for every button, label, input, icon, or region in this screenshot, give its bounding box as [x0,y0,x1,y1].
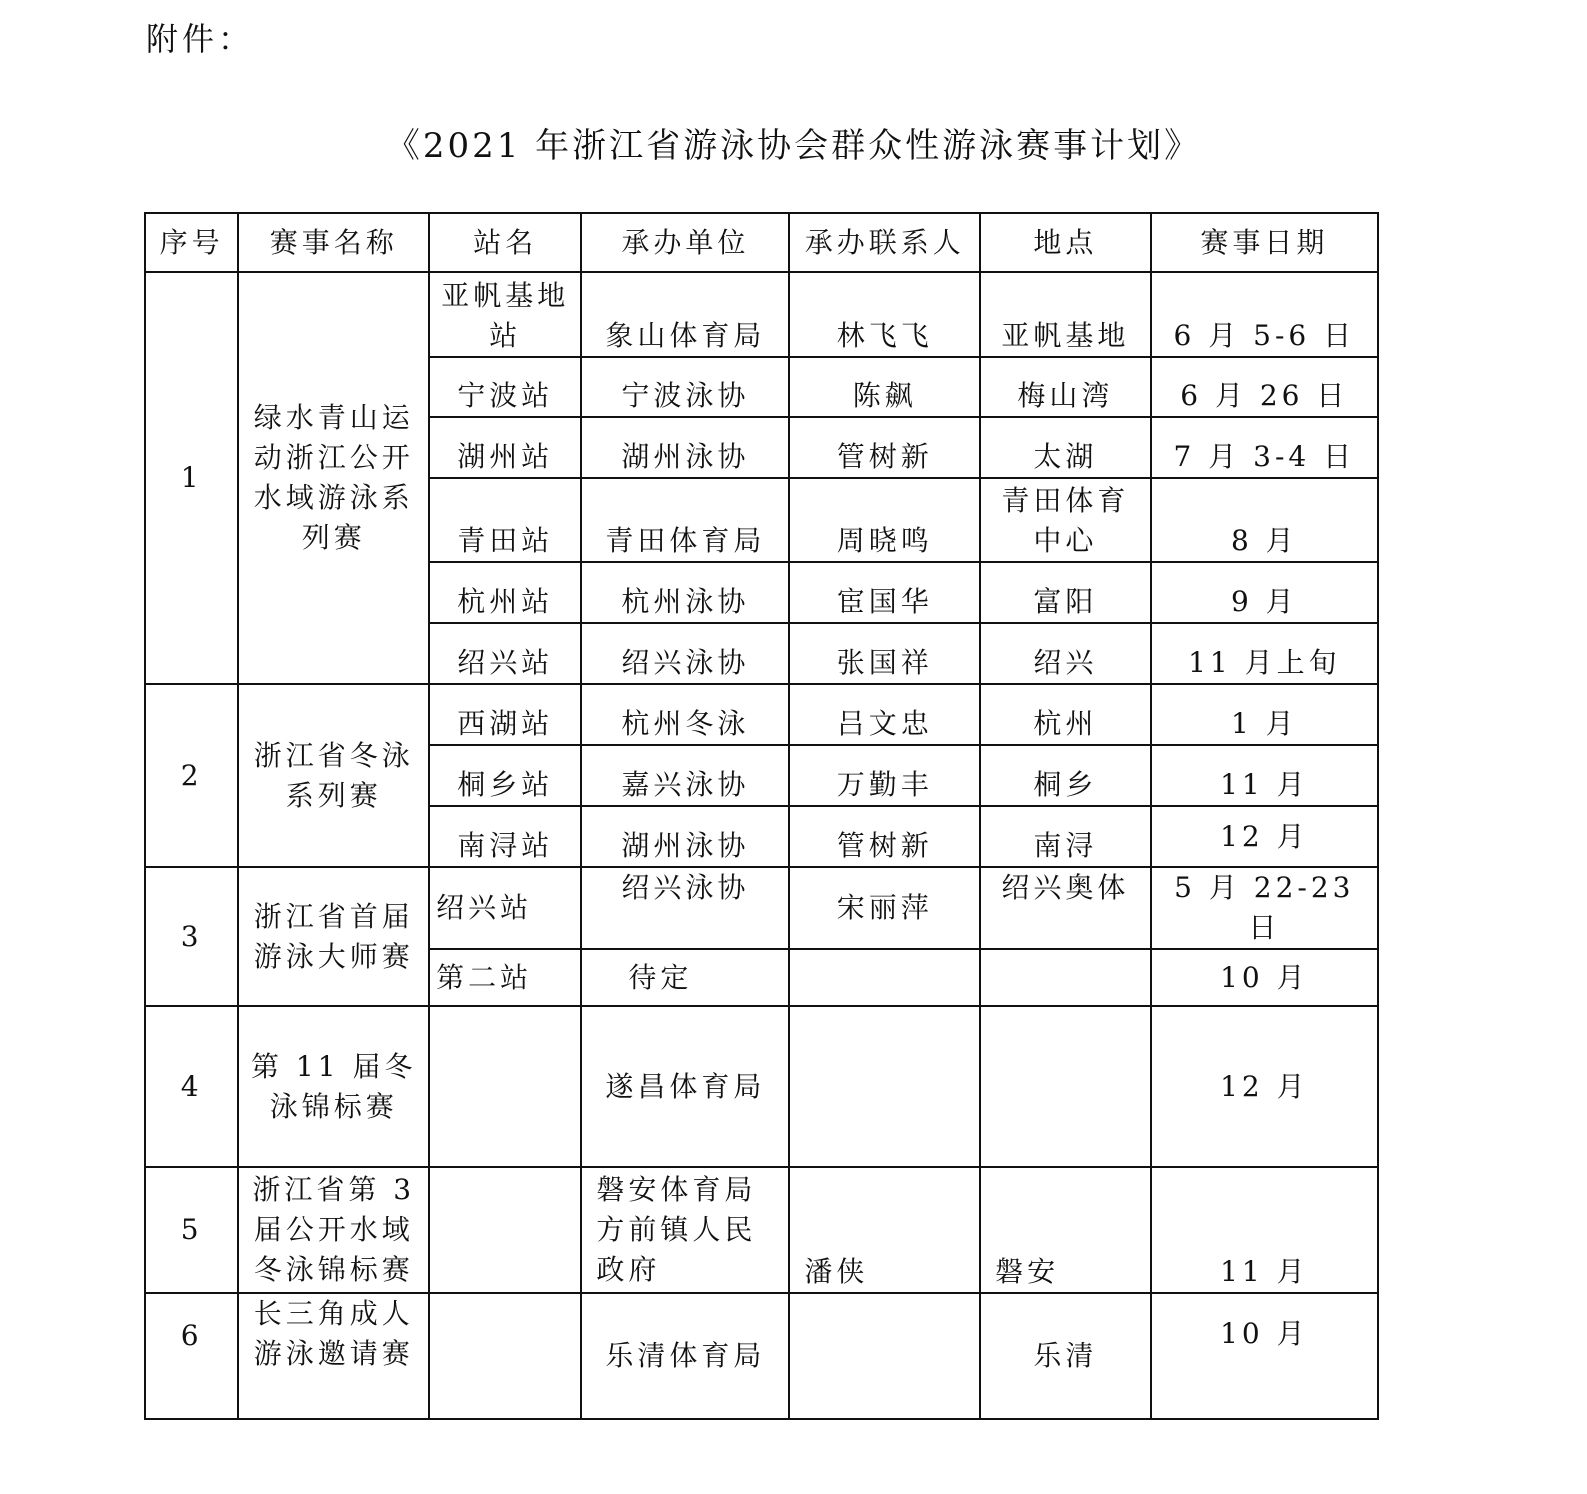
station-cell: 西湖站 [429,684,581,745]
location-cell: 富阳 [980,562,1150,623]
event-name: 浙江省冬泳系列赛 [238,684,429,867]
organizer-cell: 湖州泳协 [581,417,789,478]
event-name: 浙江省首届游泳大师赛 [238,867,429,1006]
location-cell: 太湖 [980,417,1150,478]
location-cell: 梅山湾 [980,357,1150,417]
contact-cell: 张国祥 [789,623,980,684]
station-cell [429,1293,581,1419]
station-cell: 绍兴站 [429,867,581,949]
station-cell: 南浔站 [429,806,581,867]
date-cell: 11 月 [1151,745,1378,806]
event-plan-table [144,212,1379,1420]
organizer-cell: 绍兴泳协 [581,867,789,949]
event-seq: 2 [145,684,238,867]
station-cell [429,1006,581,1167]
location-cell: 亚帆基地 [980,272,1150,357]
station-cell: 湖州站 [429,417,581,478]
location-cell: 桐乡 [980,745,1150,806]
location-cell: 杭州 [980,684,1150,745]
organizer-cell: 遂昌体育局 [581,1006,789,1167]
table-row [145,272,1378,357]
station-cell: 杭州站 [429,562,581,623]
event-seq: 5 [145,1167,238,1293]
attachment-label: 附件： [146,20,255,58]
date-cell: 5 月 22-23 日 [1151,867,1378,949]
table-header-row [145,213,1378,272]
contact-cell: 管树新 [789,417,980,478]
date-cell: 11 月 [1151,1167,1378,1293]
station-cell: 绍兴站 [429,623,581,684]
station-cell [429,1167,581,1293]
table-row [145,1293,1378,1419]
contact-cell: 陈飙 [789,357,980,417]
event-seq: 6 [145,1293,238,1419]
event-name: 长三角成人游泳邀请赛 [238,1293,429,1419]
date-cell: 10 月 [1151,949,1378,1006]
location-cell: 乐清 [980,1293,1150,1419]
contact-cell: 万勤丰 [789,745,980,806]
contact-cell: 宦国华 [789,562,980,623]
date-cell: 6 月 5-6 日 [1151,272,1378,357]
date-cell: 6 月 26 日 [1151,357,1378,417]
location-cell: 绍兴奥体 [980,867,1150,949]
date-cell: 12 月 [1151,806,1378,867]
date-cell: 10 月 [1151,1293,1378,1419]
organizer-cell: 嘉兴泳协 [581,745,789,806]
location-cell [980,1006,1150,1167]
location-cell: 磐安 [980,1167,1150,1293]
page-title: 《2021 年浙江省游泳协会群众性游泳赛事计划》 [385,126,1202,166]
location-cell [980,949,1150,1006]
header-station: 站名 [429,213,581,272]
station-cell: 亚帆基地站 [429,272,581,357]
station-cell: 第二站 [429,949,581,1006]
organizer-cell: 湖州泳协 [581,806,789,867]
table-row [145,1167,1378,1293]
date-cell: 8 月 [1151,478,1378,562]
organizer-cell: 宁波泳协 [581,357,789,417]
organizer-cell: 杭州泳协 [581,562,789,623]
location-cell: 青田体育中心 [980,478,1150,562]
header-event: 赛事名称 [238,213,429,272]
organizer-cell: 待定 [581,949,789,1006]
event-name: 绿水青山运动浙江公开水域游泳系列赛 [238,272,429,684]
date-cell: 7 月 3-4 日 [1151,417,1378,478]
contact-cell [789,1293,980,1419]
date-cell: 9 月 [1151,562,1378,623]
event-seq: 3 [145,867,238,1006]
station-cell: 宁波站 [429,357,581,417]
header-seq: 序号 [145,213,238,272]
event-name: 浙江省第 3 届公开水域冬泳锦标赛 [238,1167,429,1293]
header-organizer: 承办单位 [581,213,789,272]
organizer-cell: 乐清体育局 [581,1293,789,1419]
organizer-cell: 象山体育局 [581,272,789,357]
contact-cell: 周晓鸣 [789,478,980,562]
table-row [145,1006,1378,1167]
organizer-cell: 青田体育局 [581,478,789,562]
table-row [145,684,1378,745]
location-cell: 南浔 [980,806,1150,867]
contact-cell: 潘侠 [789,1167,980,1293]
contact-cell: 宋丽萍 [789,867,980,949]
contact-cell [789,1006,980,1167]
header-date: 赛事日期 [1151,213,1378,272]
date-cell: 11 月上旬 [1151,623,1378,684]
contact-cell [789,949,980,1006]
contact-cell: 吕文忠 [789,684,980,745]
organizer-cell: 磐安体育局方前镇人民政府 [581,1167,789,1293]
contact-cell: 管树新 [789,806,980,867]
contact-cell: 林飞飞 [789,272,980,357]
location-cell: 绍兴 [980,623,1150,684]
organizer-cell: 绍兴泳协 [581,623,789,684]
event-seq: 1 [145,272,238,684]
station-cell: 桐乡站 [429,745,581,806]
event-seq: 4 [145,1006,238,1167]
header-location: 地点 [980,213,1150,272]
station-cell: 青田站 [429,478,581,562]
organizer-cell: 杭州冬泳 [581,684,789,745]
date-cell: 12 月 [1151,1006,1378,1167]
table-row [145,867,1378,949]
date-cell: 1 月 [1151,684,1378,745]
header-contact: 承办联系人 [789,213,980,272]
event-name: 第 11 届冬泳锦标赛 [238,1006,429,1167]
